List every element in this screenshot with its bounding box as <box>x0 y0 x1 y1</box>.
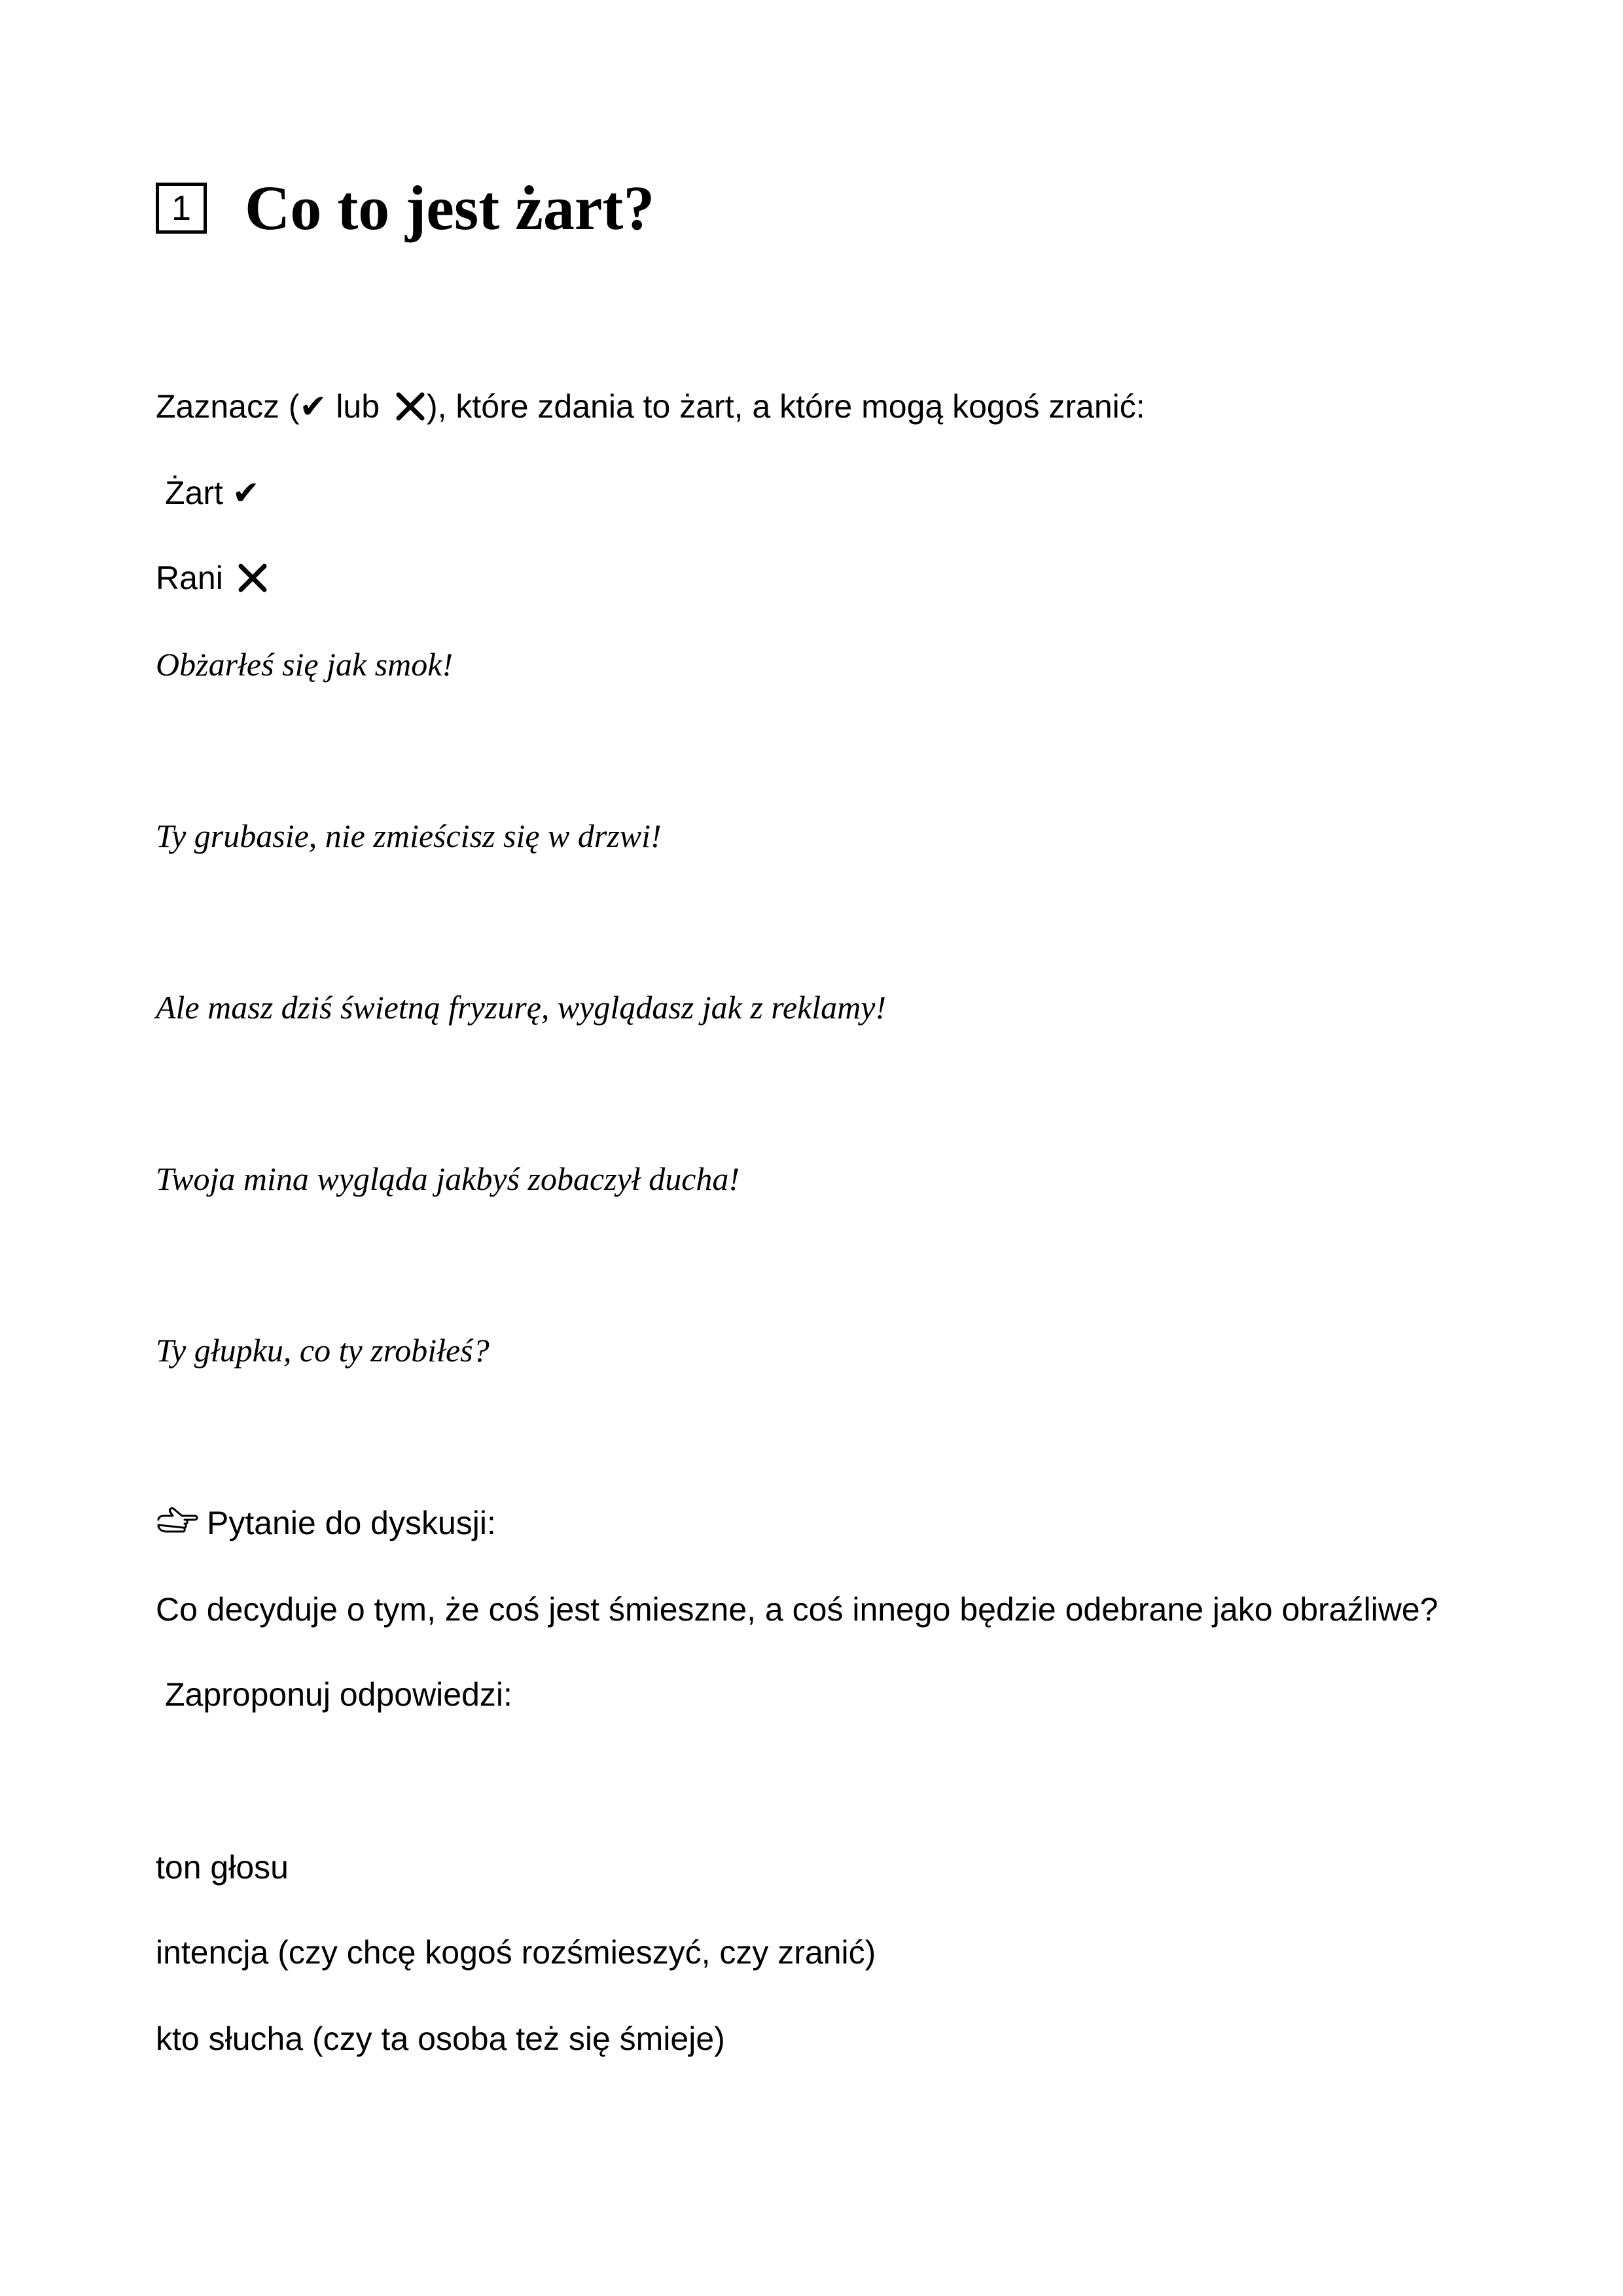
instruction-line <box>156 390 1145 427</box>
legend-hurts <box>156 562 268 598</box>
page-title: Co to jest żart? <box>245 173 655 243</box>
legend-hurts-label: Rani <box>156 560 223 596</box>
instruction-middle: lub <box>327 388 389 425</box>
discussion-heading-text: Pytanie do dyskusji: <box>207 1505 496 1541</box>
check-icon: ✔ <box>299 388 327 425</box>
sentence-2: Ty grubasie, nie zmieścisz się w drzwi! <box>156 817 662 854</box>
section-number-box: 1 <box>156 183 207 234</box>
legend-joke <box>165 476 260 509</box>
sentence-5: Ty głupku, co ty zrobiłeś? <box>156 1332 490 1369</box>
discussion-prompt: Zaproponuj odpowiedzi: <box>165 1676 512 1713</box>
instruction-before: Zaznacz ( <box>156 388 300 425</box>
pointing-hand-icon <box>156 1505 199 1543</box>
sentence-1: Obżarłeś się jak smok! <box>156 646 454 683</box>
instruction-after: ), które zdania to żart, a które mogą kogoś zranić: <box>426 388 1145 425</box>
answer-2: intencja (czy chcę kogoś rozśmieszyć, czy zranić) <box>156 1934 876 1971</box>
legend-joke-label: Żart <box>165 475 223 511</box>
x-icon <box>395 391 425 427</box>
x-icon <box>238 563 268 598</box>
check-icon: ✔ <box>232 475 260 511</box>
sentence-4: Twoja mina wygląda jakbyś zobaczył ducha! <box>156 1160 740 1197</box>
section-header <box>156 175 654 241</box>
answer-3: kto słucha (czy ta osoba też się śmieje) <box>156 2020 725 2057</box>
answer-1: ton głosu <box>156 1849 289 1886</box>
discussion-question: Co decyduje o tym, że coś jest śmieszne, a coś innego będzie odebrane jako obraźliwe? <box>156 1591 1438 1628</box>
sentence-3: Ale masz dziś świetną fryzurę, wyglądasz jak z reklamy! <box>156 989 887 1026</box>
discussion-heading <box>156 1507 496 1543</box>
